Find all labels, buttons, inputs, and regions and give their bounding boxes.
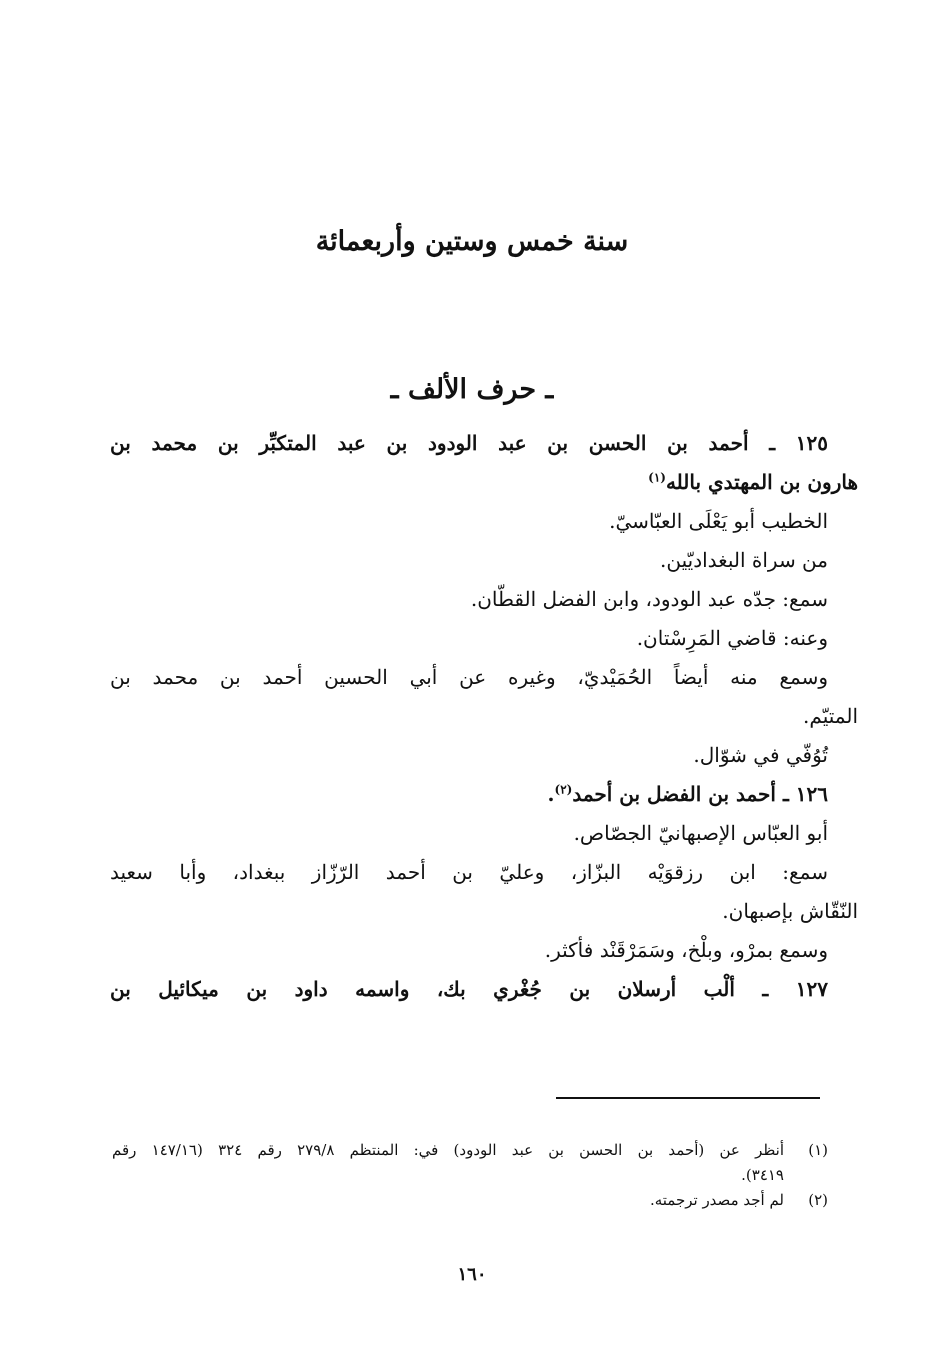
entry-126-heading — [110, 775, 828, 814]
entry-125-also-line1: وسمع منه أيضاً الحُمَيْديّ، وغيره عن أبي الحسين أحمد بن محمد بن — [110, 665, 828, 689]
entry-126-heading-text: ١٢٦ ـ أحمد بن الفضل بن أحمد — [572, 782, 828, 806]
entry-126-heard-line1: سمع: ابن رزقوَيْه البزّاز، وعليّ بن أحمد الرّزّاز ببغداد، وأبا سعيد — [110, 860, 828, 884]
entry-125-heard: سمع: جدّه عبد الودود، وابن الفضل القطّان. — [470, 587, 828, 611]
entry-125-kunya: الخطيب أبو يَعْلَى العبّاسيّ. — [609, 509, 828, 533]
footnote-ref-1[interactable]: (١) — [648, 470, 666, 485]
footnote-1-number: (١) — [808, 1141, 828, 1159]
page-number: ١٦٠ — [457, 1264, 487, 1285]
footnotes — [112, 1138, 828, 1213]
entry-125-death: تُوُفّي في شوّال. — [693, 743, 828, 767]
entry-125-also-line2: المتيّم. — [803, 704, 858, 728]
footnote-1-text — [112, 1138, 784, 1188]
entry-126-heading-end: . — [547, 782, 555, 806]
entry-126-heard-line2: النّقّاش بإصبهان. — [722, 899, 858, 923]
entry-126-travel: وسمع بمرْو، وبلْخ، وسَمَرْقَنْد فأكثر. — [544, 938, 828, 962]
entry-125-heading-line1: ١٢٥ ـ أحمد بن الحسن بن عبد الودود بن عبد المتكبِّر بن محمد بن — [110, 431, 828, 455]
entry-125-origin: من سراة البغداديّين. — [660, 548, 828, 572]
entry-125-heading-text: هارون بن المهتدي بالله — [665, 470, 858, 494]
entry-126-kunya: أبو العبّاس الإصبهانيّ الجصّاص. — [573, 821, 828, 845]
entry-127-heading: ١٢٧ ـ ألْب أرسلان بن جُغْري بك، واسمه داود بن ميكائيل بن — [110, 977, 828, 1001]
entry-125-from-him: وعنه: قاضي المَرِسْتان. — [636, 626, 828, 650]
footnote-separator — [556, 1097, 820, 1099]
footnote-1 — [112, 1138, 828, 1188]
footnote-1-line1: أنظر عن (أحمد بن الحسن بن عبد الودود) في: المنتظم ٢٧٩/٨ رقم ٣٢٤ (١٤٧/١٦ رقم — [112, 1141, 784, 1159]
footnote-1-line2: ٣٤١٩). — [741, 1166, 784, 1184]
year-title: سنة خمس وستين وأربعمائة — [315, 226, 629, 257]
section-title: ـ حرف الألف ـ — [390, 374, 554, 405]
footnote-2-line1: لم أجد مصدر ترجمته. — [649, 1191, 784, 1209]
entry-125-heading-line2 — [110, 463, 858, 502]
footnote-2-number: (٢) — [808, 1191, 828, 1209]
footnote-2-text — [112, 1188, 784, 1213]
footnote-2 — [112, 1188, 828, 1213]
footnote-ref-2[interactable]: (٢) — [554, 782, 573, 797]
main-text — [110, 424, 858, 1009]
